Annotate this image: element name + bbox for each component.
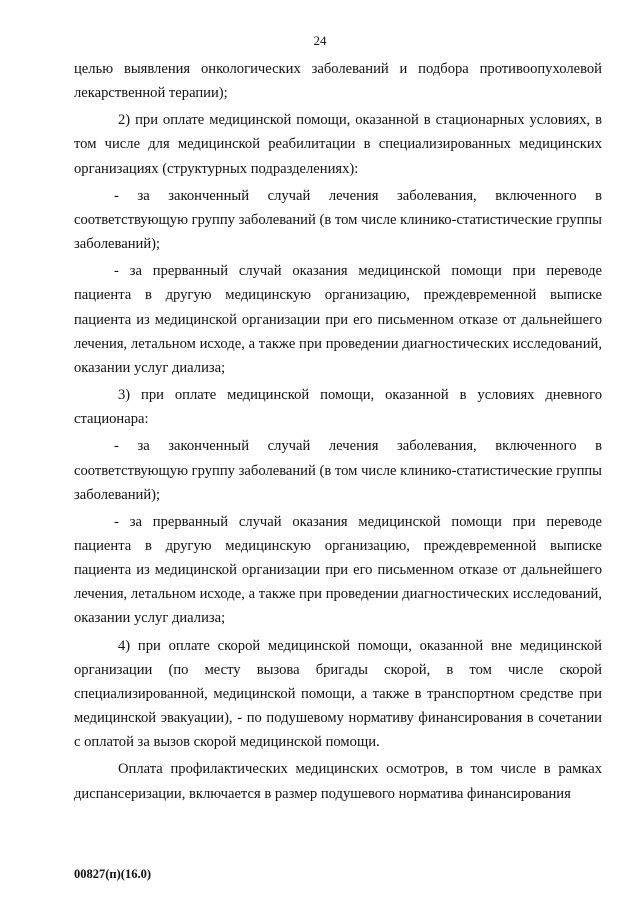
document-code: 00827(п)(16.0) <box>74 867 151 881</box>
body-text <box>74 57 602 806</box>
paragraph-continuation: целью выявления онкологических заболеваний и подбора противоопухолевой лекарственной терапии); <box>74 61 602 102</box>
paragraph-subitem-completed-case: - за законченный случай лечения заболевания, включенного в соответствующую группу заболеваний (в том числе клинико-статистические группы заболеваний); <box>74 438 602 503</box>
page-number: 24 <box>313 33 327 48</box>
paragraph-subitem-interrupted-case: - за прерванный случай оказания медицинской помощи при переводе пациента в другую медицинскую организацию, преждевременной выписке пациента из медицинской организации при его письменном отказе от дальнейшего лечения, летальном исходе, а также при проведении диагностических исследований, оказании услуг диализа; <box>74 513 602 627</box>
paragraph-subitem-completed-case: - за законченный случай лечения заболевания, включенного в соответствующую группу заболеваний (в том числе клинико-статистические группы заболеваний); <box>74 187 602 253</box>
paragraph-item-4: 4) при оплате скорой медицинской помощи, оказанной вне медицинской организации (по месту вызова бригады скорой, в том числе скорой специализированной, медицинской помощи, а также в транспортном средстве при медицинской эвакуации), - по подушевому нормативу финансирования в сочетании с оплатой за вызов скорой медицинской помощи. <box>74 637 602 751</box>
paragraph-item-3: 3) при оплате медицинской помощи, оказанной в условиях дневного стационара: <box>74 387 602 428</box>
paragraph-preventive-exams: Оплата профилактических медицинских осмотров, в том числе в рамках диспансеризации, включается в размер подушевого норматива финансирования <box>74 761 602 802</box>
paragraph-subitem-interrupted-case: - за прерванный случай оказания медицинской помощи при переводе пациента в другую медицинскую организацию, преждевременной выписке пациента из медицинской организации при его письменном отказе от дальнейшего лечения, летальном исходе, а также при проведении диагностических исследований, оказании услуг диализа; <box>74 263 602 376</box>
paragraph-item-2: 2) при оплате медицинской помощи, оказанной в стационарных условиях, в том числе для медицинской реабилитации в специализированных медицинских организациях (структурных подразделениях): <box>74 112 602 177</box>
